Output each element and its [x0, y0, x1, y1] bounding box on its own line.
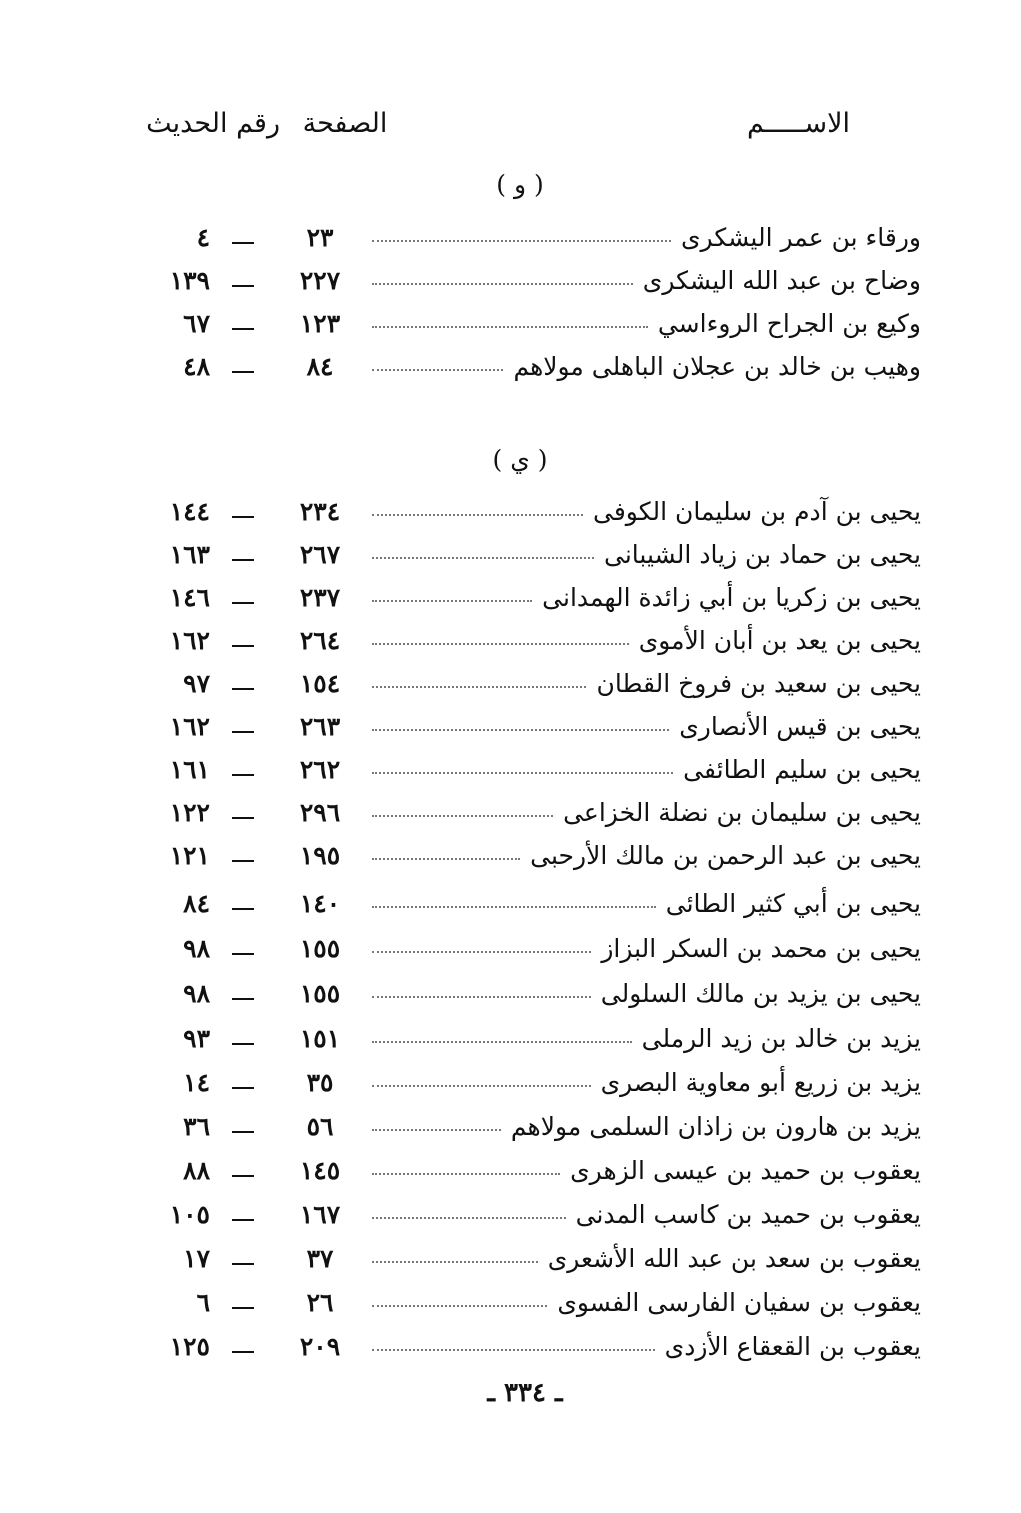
entry-hadith-number: ١٠٥ [169, 1200, 210, 1229]
index-entry [0, 578, 1021, 618]
separator-dash [232, 559, 254, 561]
leader-dots [372, 326, 648, 328]
entry-name: يحيى بن سعيد بن فروخ القطان [596, 669, 921, 698]
entry-name: يحيى بن آدم بن سليمان الكوفى [592, 497, 921, 526]
separator-dash [232, 328, 254, 330]
entry-hadith-number: ١٢٥ [169, 1332, 210, 1361]
leader-dots [372, 1041, 632, 1043]
entry-name: يحيى بن سليمان بن نضلة الخزاعى [563, 798, 921, 827]
entry-name: يعقوب بن سفيان الفارسى الفسوى [557, 1288, 921, 1317]
separator-dash [232, 645, 254, 647]
entry-page: ٢٣٧ [299, 583, 341, 612]
separator-dash [232, 688, 254, 690]
separator-dash [232, 285, 254, 287]
index-entry [0, 884, 1021, 924]
entry-name: ورقاء بن عمر اليشكرى [680, 223, 921, 252]
index-entry [0, 1239, 1021, 1279]
leader-dots [372, 951, 591, 953]
leader-dots [372, 686, 586, 688]
leader-dots [372, 240, 671, 242]
entry-name: يحيى بن محمد بن السكر البزاز [601, 934, 921, 963]
entry-hadith-number: ١٤٦ [169, 583, 210, 612]
entry-page: ٢٦ [306, 1288, 334, 1317]
entry-hadith-number: ٣٦ [183, 1112, 210, 1141]
entry-page: ٢٩٦ [299, 798, 341, 827]
entry-name: وهيب بن خالد بن عجلان الباهلى مولاهم [513, 352, 921, 381]
separator-dash [232, 908, 254, 910]
index-entry [0, 218, 1021, 258]
leader-dots [372, 1349, 655, 1351]
entry-name: يعقوب بن حميد بن عيسى الزهرى [570, 1156, 921, 1185]
separator-dash [232, 1043, 254, 1045]
entry-hadith-number: ١٦١ [169, 755, 210, 784]
leader-dots [372, 600, 532, 602]
entry-name: وضاح بن عبد الله اليشكرى [642, 266, 921, 295]
entry-hadith-number: ٩٧ [183, 669, 210, 698]
entry-hadith-number: ٤٨ [183, 352, 210, 381]
section-letter-ya: ( ي ) [492, 445, 548, 474]
entry-hadith-number: ٦ [196, 1288, 210, 1317]
entry-page: ٣٧ [306, 1244, 334, 1273]
entry-hadith-number: ٩٣ [183, 1024, 210, 1053]
leader-dots [372, 906, 656, 908]
leader-dots [372, 815, 553, 817]
separator-dash [232, 516, 254, 518]
separator-dash [232, 1307, 254, 1309]
entry-page: ٥٦ [306, 1112, 334, 1141]
entry-page: ٣٥ [306, 1068, 334, 1097]
entry-name: يزيد بن خالد بن زيد الرملى [641, 1024, 921, 1053]
entry-page: ٢٦٤ [299, 626, 341, 655]
entry-hadith-number: ٩٨ [183, 934, 210, 963]
entry-hadith-number: ٨٤ [183, 889, 210, 918]
separator-dash [232, 371, 254, 373]
index-entry [0, 621, 1021, 661]
separator-dash [232, 953, 254, 955]
entry-hadith-number: ١٦٢ [169, 626, 210, 655]
separator-dash [232, 1351, 254, 1353]
entry-page: ١٥٥ [299, 979, 341, 1008]
entry-page: ١٤٥ [299, 1156, 341, 1185]
leader-dots [372, 514, 583, 516]
leader-dots [372, 1261, 538, 1263]
entry-page: ٢٦٧ [299, 540, 341, 569]
leader-dots [372, 283, 633, 285]
leader-dots [372, 996, 591, 998]
entry-hadith-number: ١٤٤ [169, 497, 210, 526]
leader-dots [372, 729, 669, 731]
separator-dash [232, 774, 254, 776]
leader-dots [372, 557, 594, 559]
separator-dash [232, 1219, 254, 1221]
index-entry [0, 1107, 1021, 1147]
index-entry [0, 707, 1021, 747]
entry-hadith-number: ٤ [196, 223, 210, 252]
leader-dots [372, 369, 503, 371]
index-entry [0, 750, 1021, 790]
entry-page: ٢٢٧ [299, 266, 341, 295]
entry-page: ١٢٣ [299, 309, 341, 338]
index-entry [0, 535, 1021, 575]
separator-dash [232, 1263, 254, 1265]
entry-name: يعقوب بن القعقاع الأزدى [664, 1332, 921, 1361]
name-column-header: الاســـــم [746, 108, 850, 139]
separator-dash [232, 817, 254, 819]
index-entry [0, 793, 1021, 833]
leader-dots [372, 1129, 501, 1131]
entry-page: ١٤٠ [299, 889, 341, 918]
entry-hadith-number: ١٦٢ [169, 712, 210, 741]
entry-name: يعقوب بن حميد بن كاسب المدنى [575, 1200, 921, 1229]
entry-name: يحيى بن سليم الطائفى [683, 755, 921, 784]
entry-name: يحيى بن أبي كثير الطائى [665, 889, 921, 918]
page-number: ـ ٣٣٤ ـ [487, 1378, 563, 1408]
entry-hadith-number: ٨٨ [183, 1156, 210, 1185]
separator-dash [232, 1175, 254, 1177]
leader-dots [372, 1217, 566, 1219]
entry-page: ١٥١ [299, 1024, 341, 1053]
separator-dash [232, 602, 254, 604]
leader-dots [372, 1085, 591, 1087]
separator-dash [232, 1131, 254, 1133]
entry-page: ١٩٥ [299, 841, 341, 870]
index-entry [0, 1019, 1021, 1059]
index-entry [0, 304, 1021, 344]
index-entry [0, 1195, 1021, 1235]
entry-hadith-number: ١٣٩ [169, 266, 210, 295]
separator-dash [232, 860, 254, 862]
index-entry [0, 974, 1021, 1014]
page-column-header: الصفحة [302, 108, 388, 139]
hadith-column-header: رقم الحديث [146, 108, 280, 139]
entry-name: يحيى بن زكريا بن أبي زائدة الهمدانى [542, 583, 921, 612]
entry-page: ٨٤ [306, 352, 334, 381]
leader-dots [372, 643, 629, 645]
entry-page: ٢٠٩ [299, 1332, 341, 1361]
entry-name: يزيد بن هارون بن زاذان السلمى مولاهم [510, 1112, 921, 1141]
entry-page: ١٦٧ [299, 1200, 341, 1229]
index-entry [0, 1063, 1021, 1103]
entry-name: يحيى بن حماد بن زياد الشيبانى [604, 540, 921, 569]
entry-page: ٢٣ [306, 223, 334, 252]
entry-hadith-number: ٦٧ [183, 309, 210, 338]
entry-page: ٢٣٤ [299, 497, 341, 526]
leader-dots [372, 1305, 547, 1307]
entry-hadith-number: ١٦٣ [169, 540, 210, 569]
leader-dots [372, 772, 673, 774]
leader-dots [372, 858, 520, 860]
separator-dash [232, 1087, 254, 1089]
separator-dash [232, 998, 254, 1000]
entry-name: يحيى بن قيس الأنصارى [679, 712, 921, 741]
separator-dash [232, 731, 254, 733]
entry-name: يحيى بن يزيد بن مالك السلولى [600, 979, 921, 1008]
index-entry [0, 492, 1021, 532]
entry-hadith-number: ١٤ [183, 1068, 210, 1097]
entry-page: ٢٦٣ [299, 712, 341, 741]
entry-name: يحيى بن عبد الرحمن بن مالك الأرحبى [530, 841, 921, 870]
entry-name: يعقوب بن سعد بن عبد الله الأشعرى [547, 1244, 921, 1273]
index-entry [0, 836, 1021, 876]
index-entry [0, 1327, 1021, 1367]
entry-hadith-number: ١٢٢ [169, 798, 210, 827]
index-entry [0, 261, 1021, 301]
entry-page: ١٥٥ [299, 934, 341, 963]
section-letter-waw: ( و ) [496, 170, 544, 199]
entry-hadith-number: ١٧ [183, 1244, 210, 1273]
leader-dots [372, 1173, 560, 1175]
index-entry [0, 347, 1021, 387]
entry-page: ١٥٤ [299, 669, 341, 698]
index-entry [0, 929, 1021, 969]
entry-hadith-number: ٩٨ [183, 979, 210, 1008]
entry-name: وكيع بن الجراح الروءاسي [657, 309, 921, 338]
entry-hadith-number: ١٢١ [169, 841, 210, 870]
separator-dash [232, 242, 254, 244]
entry-page: ٢٦٢ [299, 755, 341, 784]
index-entry [0, 1283, 1021, 1323]
entry-name: يحيى بن يعد بن أبان الأموى [638, 626, 921, 655]
index-entry [0, 1151, 1021, 1191]
index-entry [0, 664, 1021, 704]
entry-name: يزيد بن زريع أبو معاوية البصرى [600, 1068, 921, 1097]
